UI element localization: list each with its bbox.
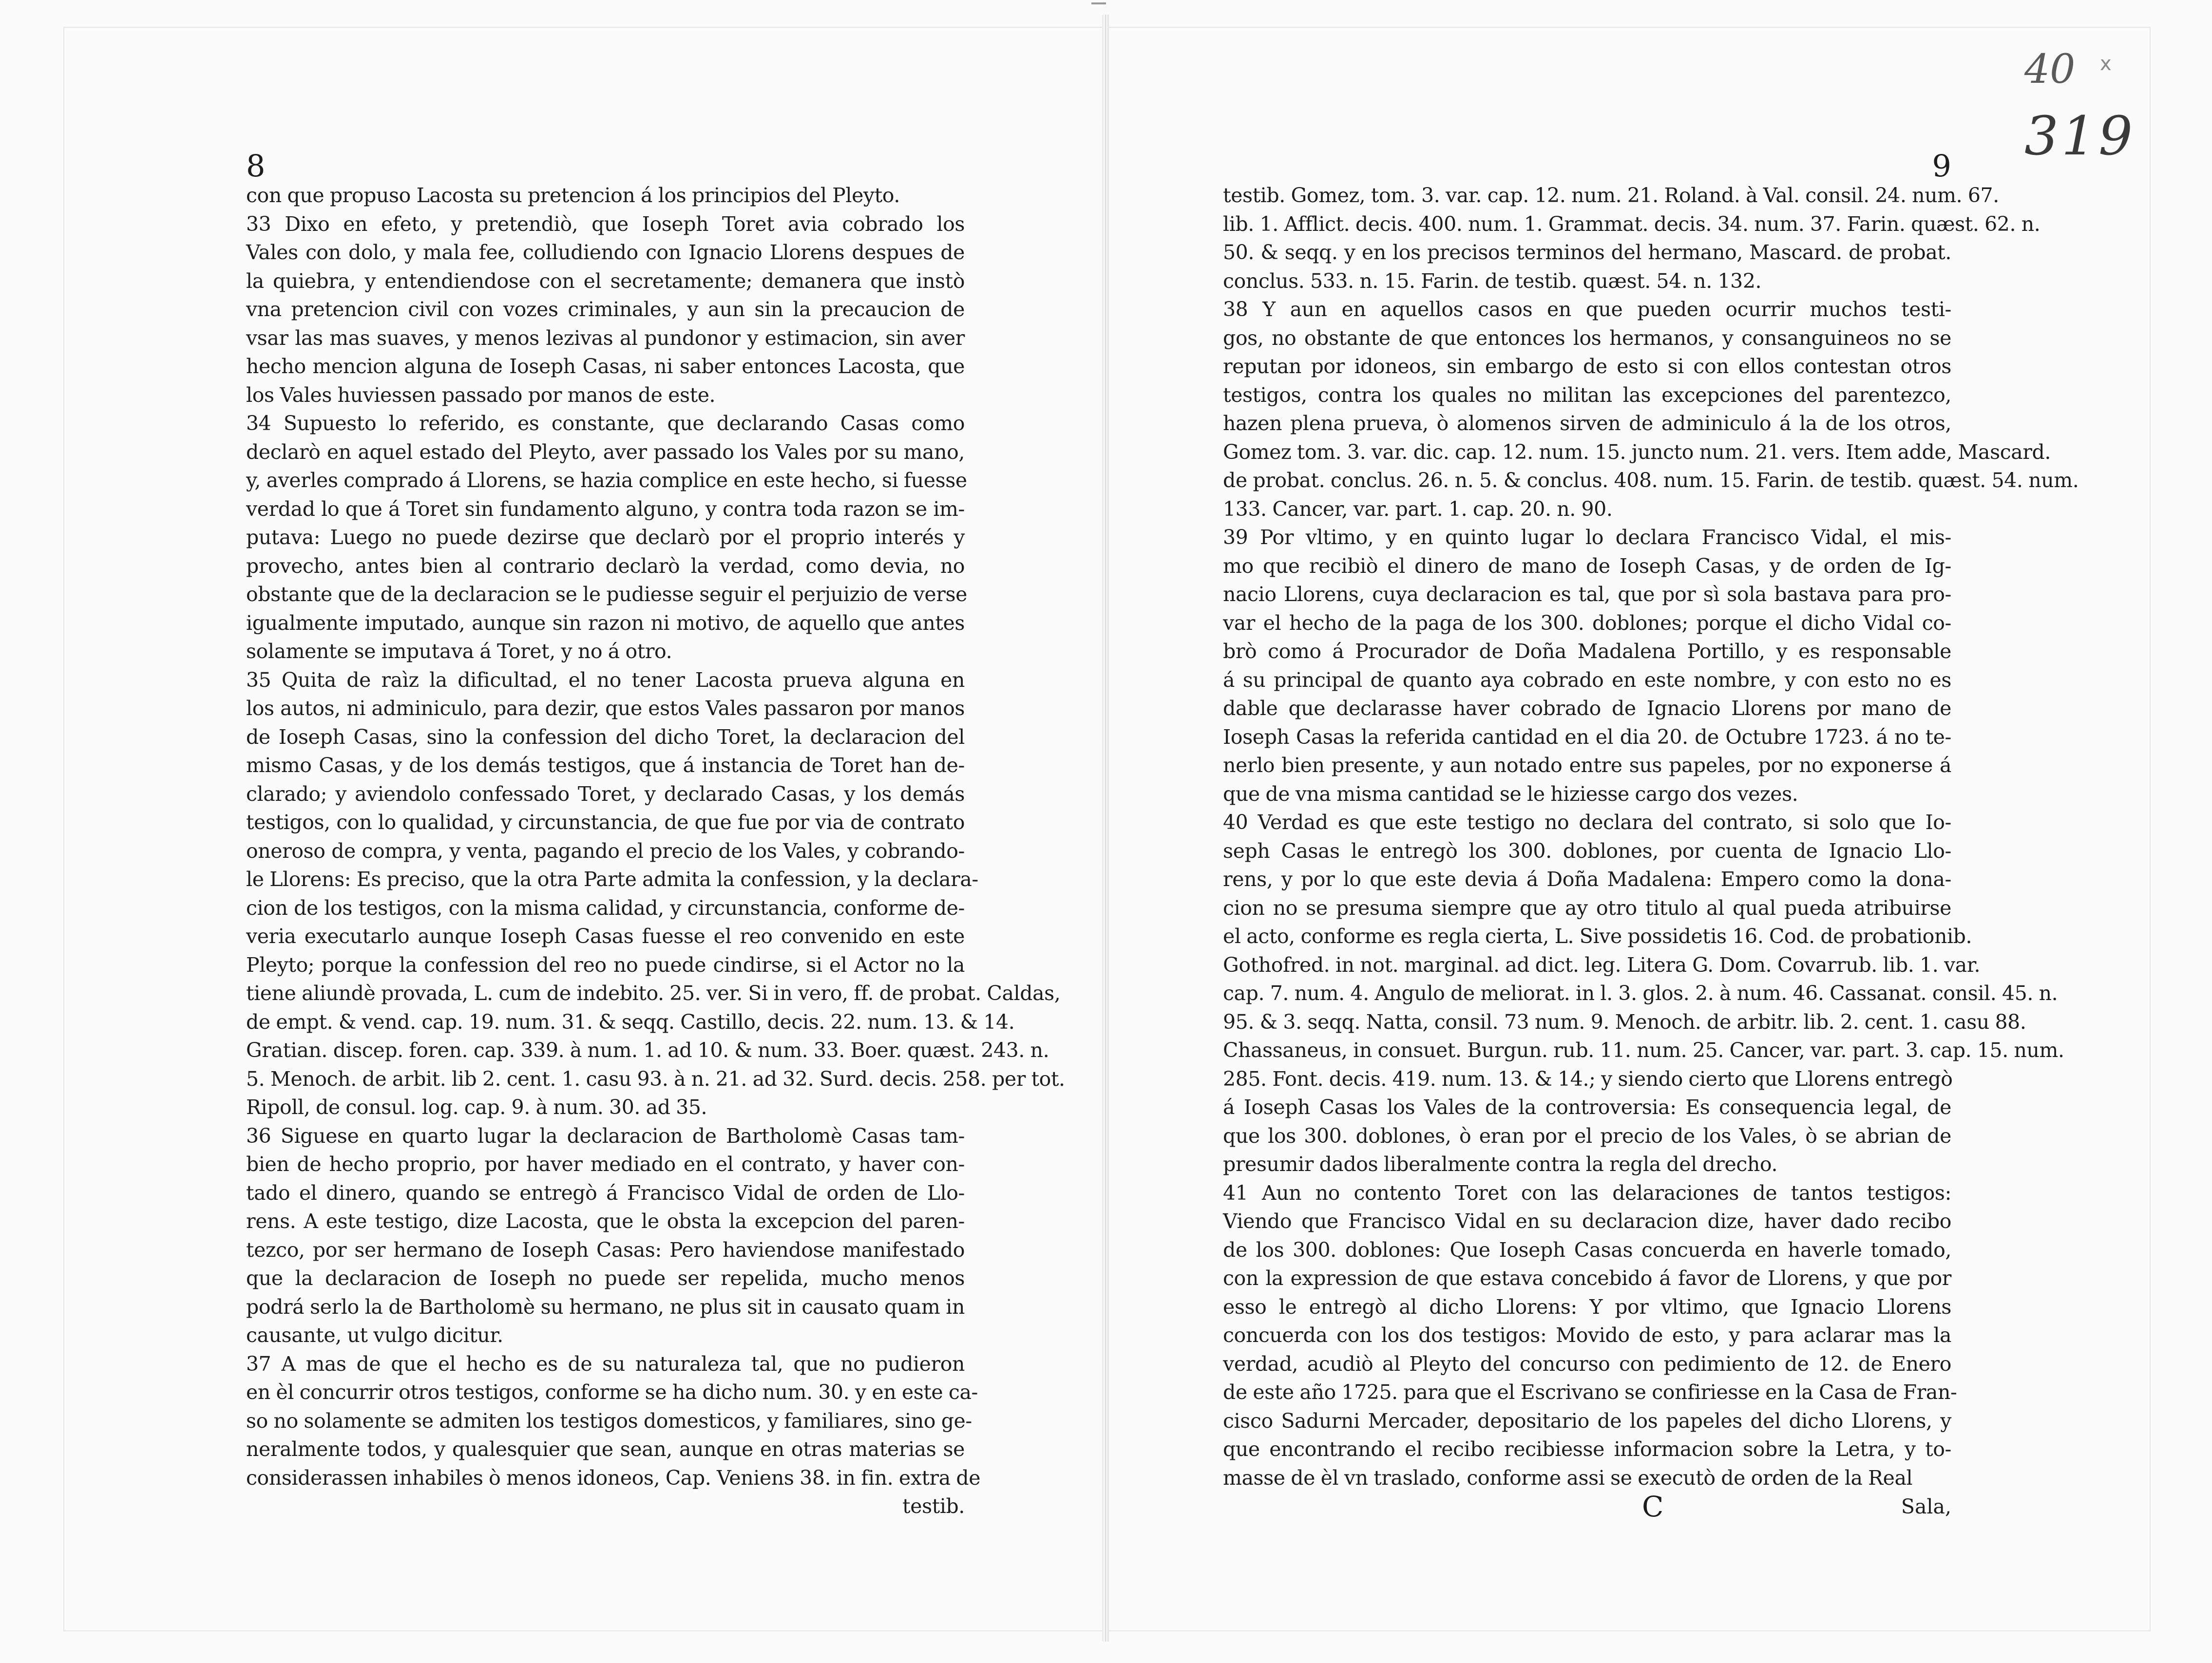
text-line: veria executarlo aunque Ioseph Casas fuesse el reo convenido en este [246,925,965,948]
page-footer [1223,1492,1951,1521]
text-line: á Ioseph Casas los Vales de la controversia: Es consequencia legal, de [1223,1096,1951,1119]
text-line: con que propuso Lacosta su pretencion á los principios del Pleyto. [246,184,900,207]
text-line: Gomez tom. 3. var. dic. cap. 12. num. 15. juncto num. 21. vers. Item adde, Mascard. [1223,440,2051,464]
text-line: dable que declarasse haver cobrado de Ignacio Llorens por mano de [1223,697,1951,720]
text-line: cion de los testigos, con la misma calidad, y circunstancia, conforme de- [246,896,965,920]
text-line: 95. & 3. seqq. Natta, consil. 73 num. 9. Menoch. de arbitr. lib. 2. cent. 1. casu 88. [1223,1010,2026,1034]
text-line: 39 Por vltimo, y en quinto lugar lo declara Francisco Vidal, el mis- [1223,526,1951,549]
text-line: verdad lo que á Toret sin fundamento alguno, y contra toda razon se im- [246,497,965,521]
text-line: rens. A este testigo, dize Lacosta, que le obsta la excepcion del paren- [246,1209,965,1233]
text-line: de empt. & vend. cap. 19. num. 31. & seqq. Castillo, decis. 22. num. 13. & 14. [246,1010,1015,1034]
text-line: presumir dados liberalmente contra la regla del drecho. [1223,1153,1778,1176]
text-line: testigos, con lo qualidad, y circunstancia, de que fue por via de contrato [246,811,965,834]
text-line: vsar las mas suaves, y menos lezivas al pundonor y estimacion, sin aver [246,326,965,350]
text-line: Gratian. discep. foren. cap. 339. à num. 1. ad 10. & num. 33. Boer. quæst. 243. n. [246,1039,1049,1062]
text-line: cap. 7. num. 4. Angulo de meliorat. in l. 3. glos. 2. à num. 46. Cassanat. consil. 45. n. [1223,982,2058,1005]
text-line: oneroso de compra, y venta, pagando el precio de los Vales, y cobrando- [246,839,965,863]
text-line: vna pretencion civil con vozes criminales, y aun sin la precaucion de [246,298,965,321]
text-line: var el hecho de la paga de los 300. doblones; porque el dicho Vidal co- [1223,611,1951,635]
text-line: la quiebra, y entendiendose con el secretamente; demanera que instò [246,269,965,293]
text-line: tiene aliundè provada, L. cum de indebito. 25. ver. Si in vero, ff. de probat. Caldas, [246,982,1061,1005]
text-line: Vales con dolo, y mala fee, colludiendo con Ignacio Llorens despues de [246,241,965,264]
text-line: mo que recibiò el dinero de mano de Ioseph Casas, y de orden de Ig- [1223,554,1951,578]
text-line: 36 Siguese en quarto lugar la declaracion de Bartholomè Casas tam- [246,1124,965,1148]
signature-mark: C [1642,1490,1664,1523]
top-edge-mark [1091,2,1106,4]
text-line: 40 Verdad es que este testigo no declara del contrato, si solo que Io- [1223,811,1951,834]
text-line: declarò en aquel estado del Pleyto, aver passado los Vales por su mano, [246,440,965,464]
text-line: seph Casas le entregò los 300. doblones, por cuenta de Ignacio Llo- [1223,839,1951,863]
text-line: Ripoll, de consul. log. cap. 9. à num. 30. ad 35. [246,1096,707,1119]
text-line: 41 Aun no contento Toret con las delaraciones de tantos testigos: [1223,1181,1951,1205]
text-line: hecho mencion alguna de Ioseph Casas, ni saber entonces Lacosta, que [246,355,965,378]
archive-pencil-mark: 40 [2024,46,2076,93]
catchword: Sala, [1901,1495,1951,1518]
text-line: putava: Luego no puede dezirse que declarò por el proprio interés y [246,526,965,549]
archive-folio-number: 319 [2024,105,2136,167]
text-line: á su principal de quanto aya cobrado en este nombre, y con esto no es [1223,668,1951,692]
text-line: verdad, acudiò al Pleyto del concurso con pedimiento de 12. de Enero [1223,1352,1951,1376]
text-line: provecho, antes bien al contrario declarò la verdad, como devia, no [246,554,965,578]
text-line: 285. Font. decis. 419. num. 13. & 14.; y siendo cierto que Llorens entregò [1223,1067,1953,1091]
text-line: podrá serlo la de Bartholomè su hermano, ne plus sit in causato quam in [246,1295,965,1319]
text-line: con la expression de que estava concebido á favor de Llorens, y que por [1223,1266,1951,1290]
text-line: 33 Dixo en efeto, y pretendiò, que Ioseph Toret avia cobrado los [246,212,965,236]
text-line: de Ioseph Casas, sino la confession del dicho Toret, la declaracion del [246,725,965,749]
text-line: que los 300. doblones, ò eran por el precio de los Vales, ò se abrian de [1223,1124,1951,1148]
left-page [246,148,1065,1521]
text-line: so no solamente se admiten los testigos domesticos, y familiares, sino ge- [246,1409,972,1433]
text-line: solamente se imputava á Toret, y no á otro. [246,640,672,663]
text-line: en èl concurrir otros testigos, conforme se ha dicho num. 30. y en este ca- [246,1380,978,1404]
text-line: Ioseph Casas la referida cantidad en el dia 20. de Octubre 1723. á no te- [1223,725,1951,749]
page-number: 8 [246,148,266,184]
text-line: Pleyto; porque la confession del reo no puede cindirse, si el Actor no la [246,953,965,977]
text-line: cisco Sadurni Mercader, depositario de los papeles del dicho Llorens, y [1223,1409,1951,1433]
text-line: rens, y por lo que este devia á Doña Madalena: Empero como la dona- [1223,868,1951,891]
text-line: nacio Llorens, cuya declaracion es tal, que por sì sola bastava para pro- [1223,583,1951,606]
text-line: mismo Casas, y de los demás testigos, que á instancia de Toret han de- [246,754,965,777]
text-line: 37 A mas de que el hecho es de su naturaleza tal, que no pudieron [246,1352,965,1376]
text-line: concuerda con los dos testigos: Movido de esto, y para aclarar mas la [1223,1323,1951,1347]
text-line: bien de hecho proprio, por haver mediado en el contrato, y haver con- [246,1153,965,1176]
text-line: 35 Quita de raìz la dificultad, el no tener Lacosta prueva alguna en [246,668,965,692]
archive-pencil-cross: x [2100,53,2112,75]
text-line: 38 Y aun en aquellos casos en que pueden ocurrir muchos testi- [1223,298,1951,321]
page-number: 9 [1932,148,1951,184]
gutter-line [1105,15,1106,1642]
text-line: de este año 1725. para que el Escrivano se confiriesse en la Casa de Fran- [1223,1380,1957,1404]
text-line: reputan por idoneos, sin embargo de esto si con ellos contestan otros [1223,355,1951,378]
catchword: testib. [902,1494,965,1518]
text-line: Viendo que Francisco Vidal en su declaracion dize, haver dado recibo [1223,1209,1951,1233]
text-line: testib. Gomez, tom. 3. var. cap. 12. num. 21. Roland. à Val. consil. 24. num. 67. [1223,184,1999,207]
text-line: considerassen inhabiles ò menos idoneos, Cap. Veniens 38. in fin. extra de [246,1466,981,1490]
text-line: esso le entregò al dicho Llorens: Y por vltimo, que Ignacio Llorens [1223,1295,1951,1319]
text-line: brò como á Procurador de Doña Madalena Portillo, y es responsable [1223,640,1951,663]
text-line: 133. Cancer, var. part. 1. cap. 20. n. 90. [1223,497,1613,521]
text-line: tado el dinero, quando se entregò á Francisco Vidal de orden de Llo- [246,1181,965,1205]
text-line: que encontrando el recibo recibiesse informacion sobre la Letra, y to- [1223,1437,1951,1461]
text-line: 5. Menoch. de arbit. lib 2. cent. 1. casu 93. à n. 21. ad 32. Surd. decis. 258. per tot. [246,1067,1065,1091]
text-line: cion no se presuma siempre que ay otro titulo al qual pueda atribuirse [1223,896,1951,920]
text-line: tezco, por ser hermano de Ioseph Casas: Pero haviendose manifestado [246,1238,965,1262]
text-line: nerlo bien presente, y aun notado entre sus papeles, por no exponerse á [1223,754,1951,777]
text-line: que de vna misma cantidad se le hiziesse cargo dos vezes. [1223,782,1798,806]
text-line: masse de èl vn traslado, conforme assi se executò de orden de la Real [1223,1466,1913,1490]
text-line: clarado; y aviendolo confessado Toret, y declarado Casas, y los demás [246,782,965,806]
text-line: los autos, ni adminiculo, para dezir, que estos Vales passaron por manos [246,697,965,720]
right-page-text [1223,181,2079,1492]
text-line: que la declaracion de Ioseph no puede ser repelida, mucho menos [246,1266,965,1290]
text-line: Gothofred. in not. marginal. ad dict. leg. Litera G. Dom. Covarrub. lib. 1. var. [1223,953,1981,977]
text-line: neralmente todos, y qualesquier que sean, aunque en otras materias se [246,1437,965,1461]
text-line: de los 300. doblones: Que Ioseph Casas concuerda en haverle tomado, [1223,1238,1951,1262]
right-page [1223,148,2079,1523]
text-line: el acto, conforme es regla cierta, L. Sive possidetis 16. Cod. de probationib. [1223,925,1972,948]
text-line: testigos, contra los quales no militan las excepciones del parentezco, [1223,383,1951,407]
text-line: 50. & seqq. y en los precisos terminos del hermano, Mascard. de probat. [1223,241,1951,264]
text-line: y, averles comprado á Llorens, se hazia complice en este hecho, si fuesse [246,469,967,492]
text-line: conclus. 533. n. 15. Farin. de testib. quæst. 54. n. 132. [1223,269,1762,293]
text-line: igualmente imputado, aunque sin razon ni motivo, de aquello que antes [246,611,965,635]
text-line: lib. 1. Afflict. decis. 400. num. 1. Grammat. decis. 34. num. 37. Farin. quæst. 62. n. [1223,212,2040,236]
text-line: le Llorens: Es preciso, que la otra Parte admita la confession, y la declara- [246,868,978,891]
left-page-text [246,181,1065,1492]
text-line: de probat. conclus. 26. n. 5. & conclus. 408. num. 15. Farin. de testib. quæst. 54. num. [1223,469,2079,492]
text-line: 34 Supuesto lo referido, es constante, que declarando Casas como [246,412,965,435]
text-line: causante, ut vulgo dicitur. [246,1323,503,1347]
text-line: hazen plena prueva, ò alomenos sirven de adminiculo á la de los otros, [1223,412,1951,435]
text-line: obstante que de la declaracion se le pudiesse seguir el perjuizio de verse [246,583,967,606]
text-line: Chassaneus, in consuet. Burgun. rub. 11. num. 25. Cancer, var. part. 3. cap. 15. num. [1223,1039,2064,1062]
text-line: los Vales huviessen passado por manos de este. [246,383,716,407]
text-line: gos, no obstante de que entonces los hermanos, y consanguineos no se [1223,326,1951,350]
